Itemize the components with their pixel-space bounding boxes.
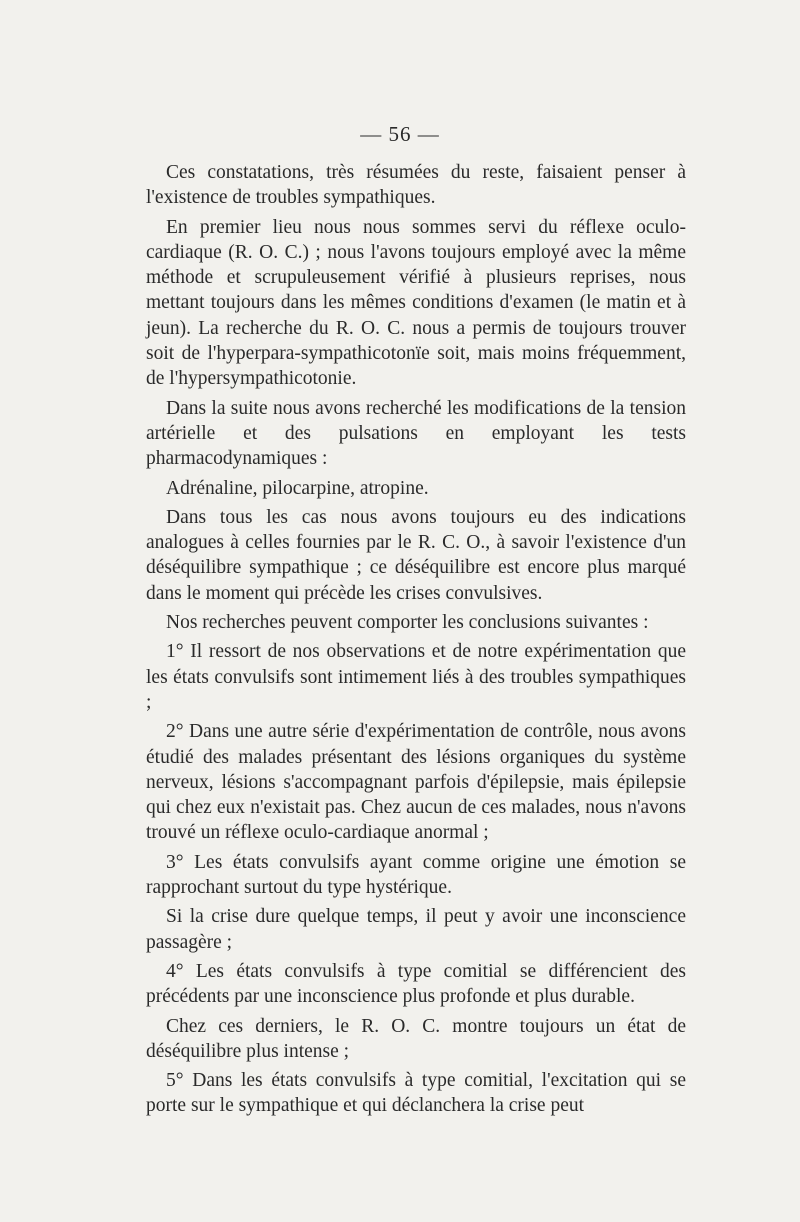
- paragraph-derniers: Chez ces derniers, le R. O. C. montre toujours un état de déséquilibre plus intense ;: [146, 1015, 686, 1062]
- paragraph-1: Ces constatations, très résumées du reste, faisaient penser à l'existence de troubles sympathiques.: [146, 162, 686, 209]
- conclusion-2: 2° Dans une autre série d'expérimentation de contrôle, nous avons étudié des malades présentant des lésions organiques du système nerveux, lésions s'accompagnant parfois d'épilepsie, mais épilepsie qui chez eux n'existait pas. Chez aucun de ces malades, nous n'avons trouvé un réflexe oculo-cardiaque anormal ;: [146, 721, 686, 844]
- paragraph-6: Nos recherches peuvent comporter les conclusions suivantes :: [166, 612, 649, 634]
- conclusion-1: 1° Il ressort de nos observations et de notre expérimentation que les états convulsifs sont intimement liés à des troubles sympathiques ;: [146, 641, 686, 713]
- paragraph-2: En premier lieu nous nous sommes servi du réflexe oculo-cardiaque (R. O. C.) ; nous l'avons toujours employé avec la même méthode et scrupuleusement vérifié à plusieurs reprises, nous mettant toujours dans les mêmes conditions d'examen (le matin et à jeun). La recherche du R. O. C. nous a permis de toujours trouver soit de l'hyperpara-sympathicotonïe soit, mais moins fréquemment, de l'hypersympathicotonie.: [146, 216, 686, 390]
- conclusion-4: 4° Les états convulsifs à type comitial se différencient des précédents par une inconscience plus profonde et plus durable.: [146, 960, 686, 1008]
- conclusion-3: 3° Les états convulsifs ayant comme origine une émotion se rapprochant surtout du type hystérique.: [146, 851, 686, 899]
- paragraph-4: Adrénaline, pilocarpine, atropine.: [166, 477, 429, 499]
- body-text: [146, 160, 686, 1123]
- conclusion-5: 5° Dans les états convulsifs à type comitial, l'excitation qui se porte sur le sympathique et qui déclanchera la crise peut: [146, 1070, 686, 1117]
- paragraph-3: Dans la suite nous avons recherché les modifications de la tension artérielle et des pulsations en employant les tests pharmacodynamiques :: [146, 397, 686, 470]
- page-number: — 56 —: [360, 122, 440, 146]
- paragraph-5: Dans tous les cas nous avons toujours eu des indications analogues à celles fournies par le R. C. O., à savoir l'existence d'un déséquilibre sympathique ; ce déséquilibre est encore plus marqué dans le moment qui précède les crises convulsives.: [146, 506, 686, 604]
- paragraph-inconscience: Si la crise dure quelque temps, il peut y avoir une inconscience passagère ;: [146, 906, 686, 953]
